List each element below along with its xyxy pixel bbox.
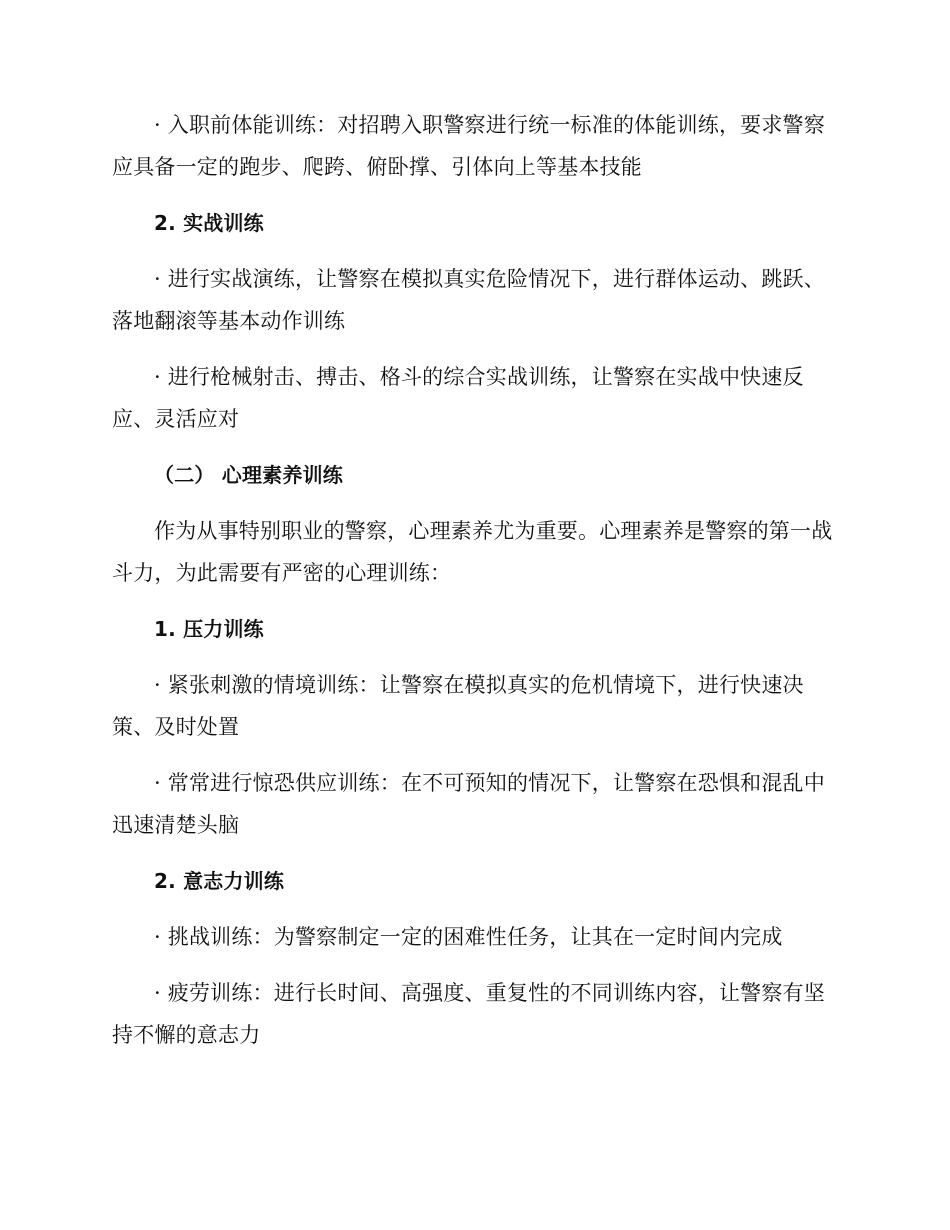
heading-willpower-training: 2. 意志力训练 [154, 869, 285, 893]
heading-stress-training: 1. 压力训练 [154, 617, 264, 641]
paragraph-scenario-training: · 紧张刺激的情境训练：让警察在模拟真实的危机情境下，进行快速决策、及时处置 [112, 673, 804, 739]
paragraph-combat-drill: · 进行实战演练，让警察在模拟真实危险情况下，进行群体运动、跳跃、落地翻滚等基本动作训练 [112, 267, 825, 333]
paragraph-physical-training-pre-employment: · 入职前体能训练：对招聘入职警察进行统一标准的体能训练，要求警察应具备一定的跑步、爬跨、俯卧撑、引体向上等基本技能 [112, 113, 825, 179]
heading-combat-training: 2. 实战训练 [154, 211, 264, 235]
heading-psychological-training: （二） 心理素养训练 [154, 463, 343, 487]
paragraph-panic-training: · 常常进行惊恐供应训练：在不可预知的情况下，让警察在恐惧和混乱中迅速清楚头脑 [112, 771, 825, 837]
paragraph-firearms-combat: · 进行枪械射击、搏击、格斗的综合实战训练，让警察在实战中快速反应、灵活应对 [112, 365, 804, 431]
paragraph-challenge-training: · 挑战训练：为警察制定一定的困难性任务，让其在一定时间内完成 [154, 925, 783, 949]
paragraph-psychological-intro: 作为从事特别职业的警察，心理素养尤为重要。心理素养是警察的第一战斗力，为此需要有严密的心理训练： [112, 519, 833, 585]
document-page [112, 104, 834, 1070]
paragraph-fatigue-training: · 疲劳训练：进行长时间、高强度、重复性的不同训练内容，让警察有坚持不懈的意志力 [112, 981, 825, 1047]
